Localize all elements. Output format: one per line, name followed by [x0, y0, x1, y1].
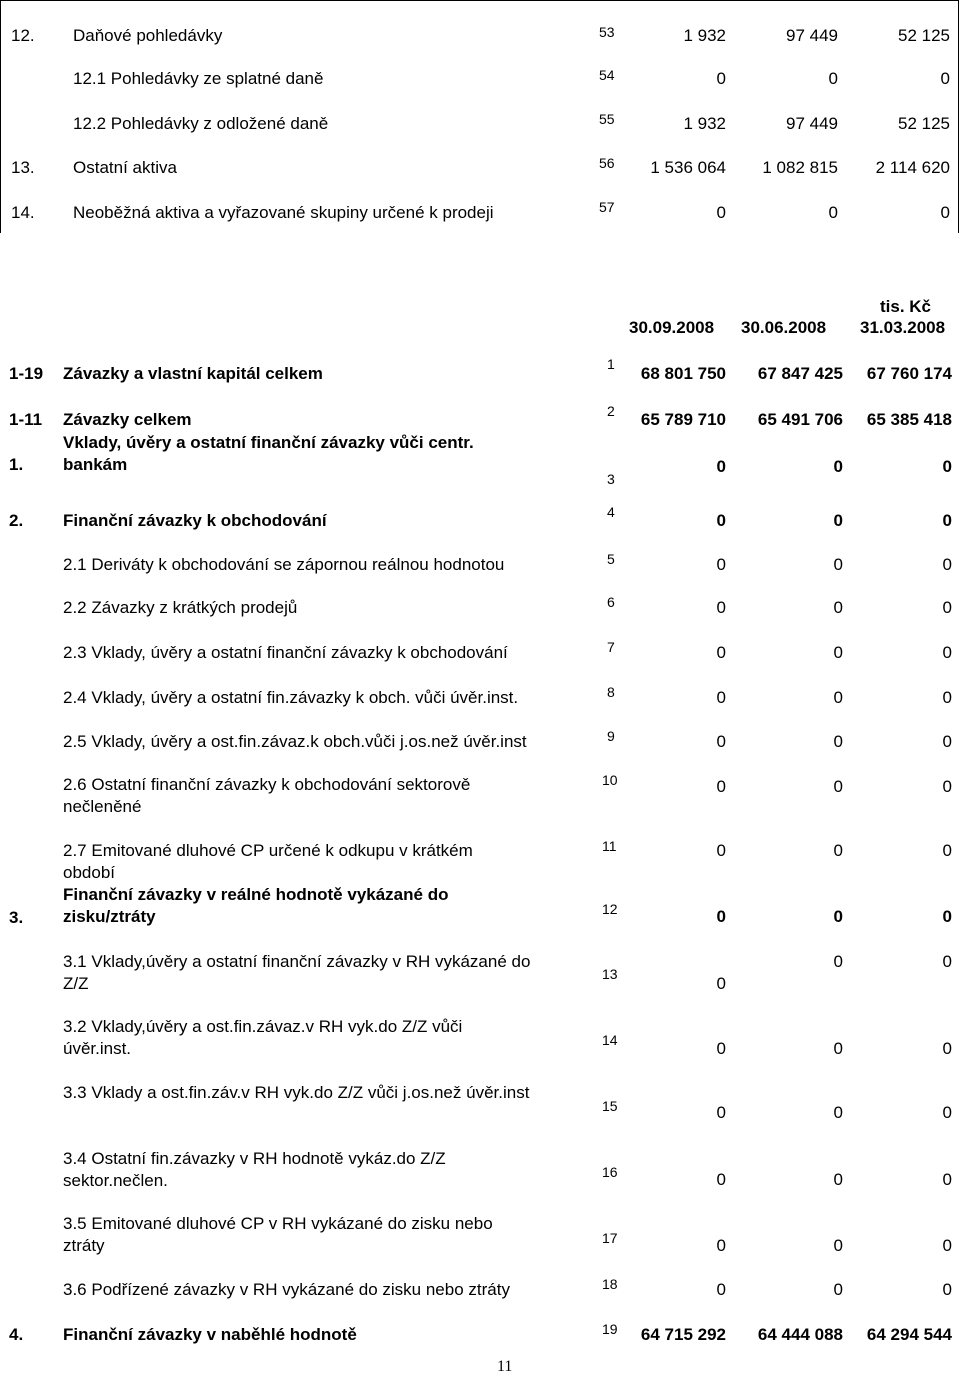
value-30-09: 0 — [716, 598, 726, 617]
row-code: 15 — [602, 1098, 618, 1114]
row-label: Ostatní aktiva — [73, 158, 177, 177]
value-30-06: 0 — [833, 1236, 843, 1255]
value-30-09: 0 — [716, 1103, 726, 1122]
value-31-03: 0 — [942, 952, 952, 971]
row-label-line2: období — [63, 863, 115, 882]
value-31-03: 0 — [942, 907, 952, 926]
row-no: 12. — [11, 26, 35, 45]
value-30-09: 1 932 — [683, 114, 726, 133]
row-code: 1 — [607, 356, 615, 372]
value-31-03: 65 385 418 — [866, 410, 952, 429]
row-label: Finanční závazky v naběhlé hodnotě — [63, 1325, 357, 1344]
row-label: Neoběžná aktiva a vyřazované skupiny určené k prodeji — [73, 203, 494, 222]
date-col-2: 30.06.2008 — [741, 318, 827, 337]
value-31-03: 52 125 — [898, 26, 950, 45]
row-no: 1-19 — [9, 364, 44, 383]
row-no: 14. — [11, 203, 35, 222]
row-label: 2.4 Vklady, úvěry a ostatní fin.závazky k obch. vůči úvěr.inst. — [63, 688, 519, 707]
value-30-06: 0 — [833, 777, 843, 796]
value-31-03: 0 — [942, 598, 952, 617]
value-30-09: 0 — [716, 203, 726, 222]
row-label: 12.2 Pohledávky z odložené daně — [73, 114, 329, 133]
row-label: Závazky celkem — [63, 410, 192, 429]
value-30-06: 97 449 — [786, 114, 838, 133]
row-no: 3. — [9, 908, 24, 927]
row-no: 13. — [11, 158, 35, 177]
row-code: 19 — [602, 1321, 618, 1337]
value-30-09: 0 — [716, 1236, 726, 1255]
value-30-09: 0 — [716, 777, 726, 796]
value-31-03: 0 — [942, 555, 952, 574]
unit-label: tis. Kč — [880, 297, 932, 316]
row-no: 4. — [9, 1325, 24, 1344]
row-code: 12 — [602, 901, 618, 917]
value-30-06: 0 — [833, 841, 843, 860]
value-30-09: 0 — [716, 907, 726, 926]
value-30-06: 64 444 088 — [757, 1325, 843, 1344]
value-30-09: 0 — [716, 841, 726, 860]
value-30-09: 0 — [716, 555, 726, 574]
value-30-09: 0 — [716, 974, 726, 993]
row-code: 5 — [607, 551, 615, 567]
value-30-06: 0 — [833, 643, 843, 662]
row-code: 17 — [602, 1230, 618, 1246]
value-31-03: 0 — [942, 1280, 952, 1299]
value-30-06: 0 — [833, 1039, 843, 1058]
row-label-line1: 3.1 Vklady,úvěry a ostatní finanční závazky v RH vykázané do — [63, 952, 531, 971]
row-label-line2: ztráty — [63, 1236, 105, 1255]
value-30-06: 67 847 425 — [757, 364, 843, 383]
table-border-left — [0, 0, 1, 233]
value-30-09: 68 801 750 — [640, 364, 726, 383]
value-30-09: 64 715 292 — [640, 1325, 726, 1344]
value-31-03: 0 — [942, 1039, 952, 1058]
value-30-09: 1 536 064 — [650, 158, 726, 177]
row-no: 1. — [9, 455, 24, 474]
value-30-06: 0 — [833, 1103, 843, 1122]
row-code: 57 — [599, 199, 615, 215]
date-col-3: 31.03.2008 — [860, 318, 946, 337]
row-label-line1: Vklady, úvěry a ostatní finanční závazky vůči centr. — [63, 433, 474, 452]
value-30-06: 0 — [828, 203, 838, 222]
value-30-09: 0 — [716, 643, 726, 662]
row-label: 3.6 Podřízené závazky v RH vykázané do zisku nebo ztráty — [63, 1280, 510, 1299]
value-30-09: 0 — [716, 688, 726, 707]
value-30-06: 0 — [833, 688, 843, 707]
value-31-03: 0 — [942, 457, 952, 476]
row-label: Závazky a vlastní kapitál celkem — [63, 364, 323, 383]
value-31-03: 0 — [942, 1170, 952, 1189]
value-31-03: 2 114 620 — [875, 158, 950, 177]
value-30-09: 0 — [716, 457, 726, 476]
value-31-03: 52 125 — [898, 114, 950, 133]
value-31-03: 0 — [942, 777, 952, 796]
value-31-03: 0 — [940, 69, 950, 88]
page-number: 11 — [497, 1358, 513, 1375]
value-30-06: 65 491 706 — [757, 410, 843, 429]
row-code: 7 — [607, 639, 615, 655]
value-30-06: 0 — [833, 598, 843, 617]
row-label-line1: 3.4 Ostatní fin.závazky v RH hodnotě vykáz.do Z/Z — [63, 1149, 446, 1168]
value-30-06: 0 — [833, 511, 843, 530]
row-label: 2.3 Vklady, úvěry a ostatní finanční závazky k obchodování — [63, 643, 508, 662]
value-31-03: 67 760 174 — [866, 364, 952, 383]
row-label: Finanční závazky k obchodování — [63, 511, 327, 530]
row-label-line1: 3.5 Emitované dluhové CP v RH vykázané do zisku nebo — [63, 1214, 493, 1233]
row-code: 54 — [599, 67, 615, 83]
row-code: 8 — [607, 684, 615, 700]
value-31-03: 64 294 544 — [866, 1325, 952, 1344]
table-border-right — [958, 0, 959, 233]
row-label-line2: bankám — [63, 455, 128, 474]
row-code: 4 — [607, 504, 615, 520]
row-code: 10 — [602, 772, 618, 788]
row-code: 3 — [607, 471, 615, 487]
table-border-top — [0, 0, 959, 1]
value-30-06: 0 — [833, 907, 843, 926]
row-label-line1: Finanční závazky v reálné hodnotě vykázané do — [63, 885, 449, 904]
row-code: 9 — [607, 728, 615, 744]
value-30-09: 0 — [716, 69, 726, 88]
value-30-06: 0 — [833, 1170, 843, 1189]
value-31-03: 0 — [942, 643, 952, 662]
value-30-06: 0 — [828, 69, 838, 88]
value-31-03: 0 — [940, 203, 950, 222]
row-label-line1: 2.7 Emitované dluhové CP určené k odkupu v krátkém — [63, 841, 473, 860]
value-30-06: 0 — [833, 457, 843, 476]
row-code: 56 — [599, 155, 615, 171]
value-30-09: 0 — [716, 1039, 726, 1058]
row-label: 12.1 Pohledávky ze splatné daně — [73, 69, 324, 88]
value-31-03: 0 — [942, 732, 952, 751]
row-label-line2: nečleněné — [63, 797, 142, 816]
row-label: 2.1 Deriváty k obchodování se zápornou reálnou hodnotou — [63, 555, 505, 574]
value-30-06: 1 082 815 — [762, 158, 838, 177]
row-label: 2.5 Vklady, úvěry a ost.fin.závaz.k obch.vůči j.os.než úvěr.inst — [63, 732, 527, 751]
value-30-06: 0 — [833, 732, 843, 751]
value-30-09: 65 789 710 — [640, 410, 726, 429]
row-label: 2.2 Závazky z krátkých prodejů — [63, 598, 298, 617]
row-label-line2: Z/Z — [63, 974, 89, 993]
row-code: 14 — [602, 1032, 618, 1048]
value-31-03: 0 — [942, 688, 952, 707]
row-label-line2: sektor.nečlen. — [63, 1171, 168, 1190]
value-30-06: 0 — [833, 952, 843, 971]
row-code: 55 — [599, 111, 615, 127]
row-label-line2: úvěr.inst. — [63, 1039, 132, 1058]
value-31-03: 0 — [942, 841, 952, 860]
value-30-06: 0 — [833, 555, 843, 574]
value-30-09: 0 — [716, 1170, 726, 1189]
date-col-1: 30.09.2008 — [629, 318, 715, 337]
value-30-06: 97 449 — [786, 26, 838, 45]
row-code: 53 — [599, 24, 615, 40]
value-30-09: 1 932 — [683, 26, 726, 45]
row-label-line1: 2.6 Ostatní finanční závazky k obchodování sektorově — [63, 775, 471, 794]
row-label: Daňové pohledávky — [73, 26, 223, 45]
row-label: 3.3 Vklady a ost.fin.záv.v RH vyk.do Z/Z vůči j.os.než úvěr.inst — [63, 1083, 530, 1102]
row-code: 18 — [602, 1276, 618, 1292]
row-label-line1: 3.2 Vklady,úvěry a ost.fin.závaz.v RH vyk.do Z/Z vůči — [63, 1017, 463, 1036]
row-code: 13 — [602, 966, 618, 982]
row-label-line2: zisku/ztráty — [63, 907, 156, 926]
value-31-03: 0 — [942, 1236, 952, 1255]
row-no: 2. — [9, 511, 24, 530]
row-code: 6 — [607, 594, 615, 610]
row-code: 11 — [602, 838, 617, 854]
value-30-09: 0 — [716, 1280, 726, 1299]
row-code: 2 — [607, 403, 615, 419]
value-30-06: 0 — [833, 1280, 843, 1299]
row-code: 16 — [602, 1164, 618, 1180]
value-30-09: 0 — [716, 511, 726, 530]
value-30-09: 0 — [716, 732, 726, 751]
row-no: 1-11 — [9, 410, 43, 429]
value-31-03: 0 — [942, 1103, 952, 1122]
value-31-03: 0 — [942, 511, 952, 530]
